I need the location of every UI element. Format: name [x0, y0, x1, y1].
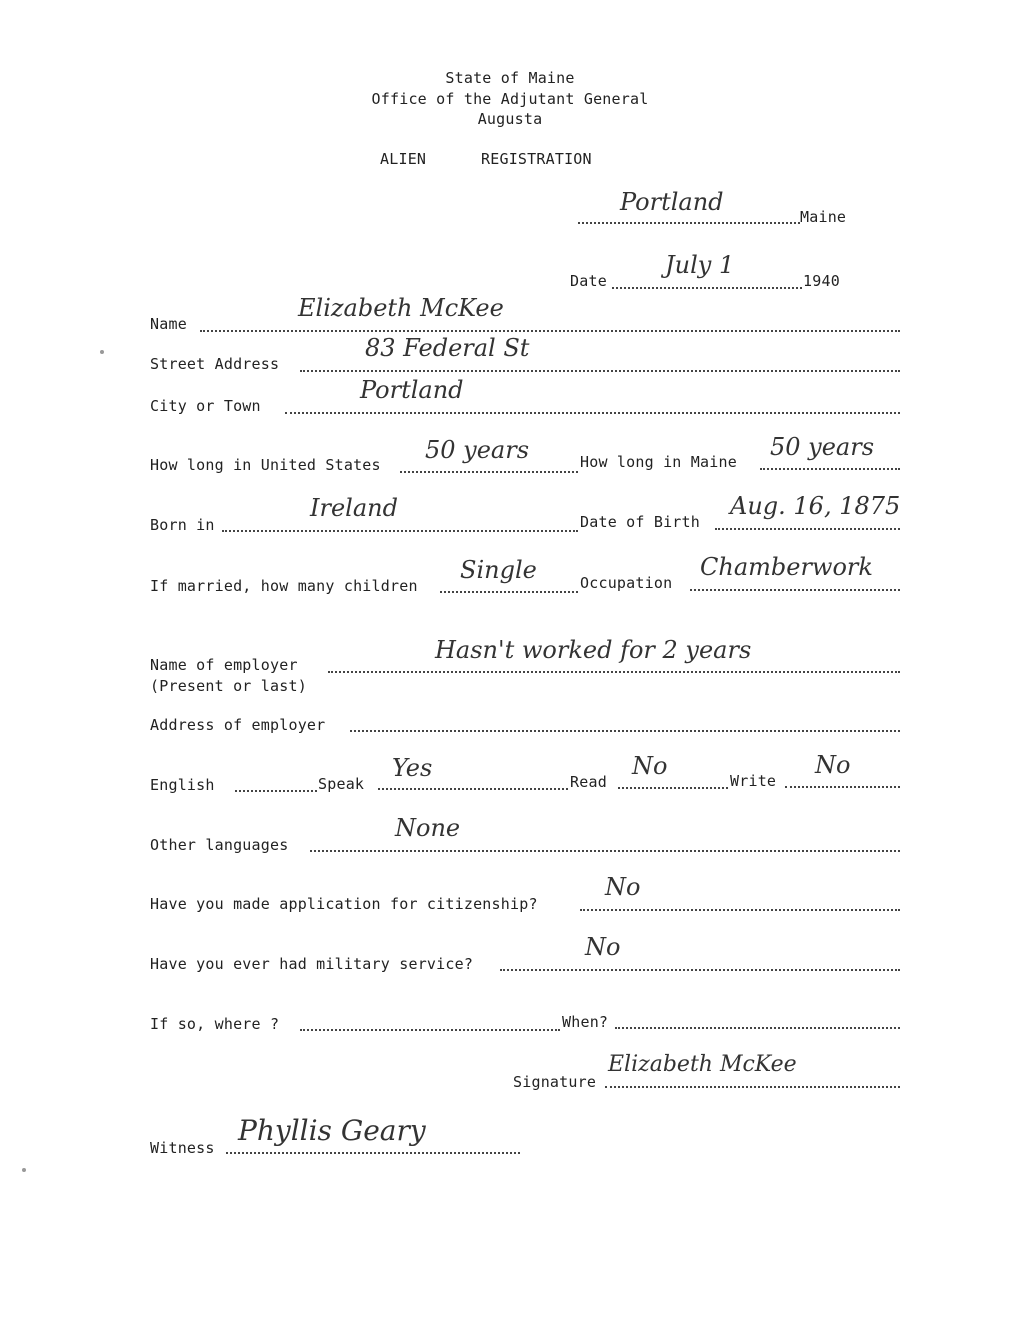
read-value: No: [632, 752, 668, 780]
citizenship-label: Have you made application for citizenship?: [150, 895, 538, 913]
military-value: No: [585, 933, 621, 961]
street-value: 83 Federal St: [365, 334, 530, 362]
witness-label: Witness: [150, 1139, 215, 1157]
speak-value: Yes: [392, 754, 433, 782]
date-dots: [612, 287, 802, 289]
scan-speck: [22, 1168, 26, 1172]
where-dots: [300, 1029, 560, 1031]
employer-address-label: Address of employer: [150, 716, 326, 734]
name-label: Name: [150, 315, 187, 333]
write-dots: [785, 786, 900, 788]
signature-dots: [605, 1086, 900, 1088]
dob-dots: [715, 528, 900, 530]
other-languages-label: Other languages: [150, 836, 289, 854]
city-value: Portland: [360, 376, 464, 404]
occupation-dots: [690, 589, 900, 591]
name-dots: [200, 330, 900, 332]
children-value: Single: [460, 556, 537, 584]
header-office: Office of the Adjutant General: [371, 90, 649, 108]
where-label: If so, where ?: [150, 1015, 280, 1033]
name-value: Elizabeth McKee: [298, 294, 504, 322]
city-dots: [285, 412, 900, 414]
born-value: Ireland: [310, 494, 398, 522]
location-dots: [578, 222, 800, 224]
children-dots: [440, 591, 578, 593]
header-state: State of Maine: [445, 69, 575, 87]
born-label: Born in: [150, 516, 215, 534]
dob-value: Aug. 16, 1875: [730, 492, 901, 520]
maine-duration-dots: [760, 468, 900, 470]
occupation-value: Chamberwork: [700, 553, 873, 581]
maine-duration-label: How long in Maine: [580, 453, 737, 471]
date-value: July 1: [665, 251, 735, 279]
when-label: When?: [562, 1013, 609, 1031]
street-label: Street Address: [150, 355, 280, 373]
witness-value: Phyllis Geary: [238, 1114, 426, 1147]
signature-label: Signature: [513, 1073, 597, 1091]
born-dots: [222, 530, 578, 532]
dob-label: Date of Birth: [580, 513, 700, 531]
city-label: City or Town: [150, 397, 261, 415]
us-duration-dots: [400, 471, 578, 473]
employer-value: Hasn't worked for 2 years: [435, 636, 752, 664]
location-value: Portland: [620, 188, 724, 216]
us-duration-value: 50 years: [425, 436, 530, 464]
title-alien: ALIEN: [380, 150, 427, 168]
street-dots: [300, 370, 900, 372]
employer-label: Name of employer: [150, 656, 298, 674]
us-duration-label: How long in United States: [150, 456, 381, 474]
other-languages-value: None: [395, 814, 461, 842]
employer-dots: [328, 671, 900, 673]
signature-value: Elizabeth McKee: [608, 1052, 797, 1077]
english-label: English: [150, 776, 215, 794]
maine-duration-value: 50 years: [770, 433, 875, 461]
speak-dots: [378, 788, 568, 790]
military-dots: [500, 969, 900, 971]
occupation-label: Occupation: [580, 574, 673, 592]
military-label: Have you ever had military service?: [150, 955, 474, 973]
header-city: Augusta: [477, 110, 543, 128]
employer-address-dots: [350, 730, 900, 732]
date-year: 1940: [803, 272, 840, 290]
scan-speck: [100, 350, 104, 354]
date-label: Date: [570, 272, 607, 290]
read-label: Read: [570, 773, 607, 791]
write-label: Write: [730, 772, 777, 790]
citizenship-value: No: [605, 873, 641, 901]
speak-label: Speak: [318, 775, 365, 793]
english-dots: [235, 790, 317, 792]
other-languages-dots: [310, 850, 900, 852]
employer-sublabel: (Present or last): [150, 677, 307, 695]
write-value: No: [815, 751, 851, 779]
children-label: If married, how many children: [150, 577, 418, 595]
read-dots: [618, 787, 728, 789]
citizenship-dots: [580, 909, 900, 911]
when-dots: [615, 1027, 900, 1029]
location-suffix: Maine: [800, 208, 847, 226]
witness-dots: [226, 1152, 520, 1154]
title-registration: REGISTRATION: [481, 150, 592, 168]
